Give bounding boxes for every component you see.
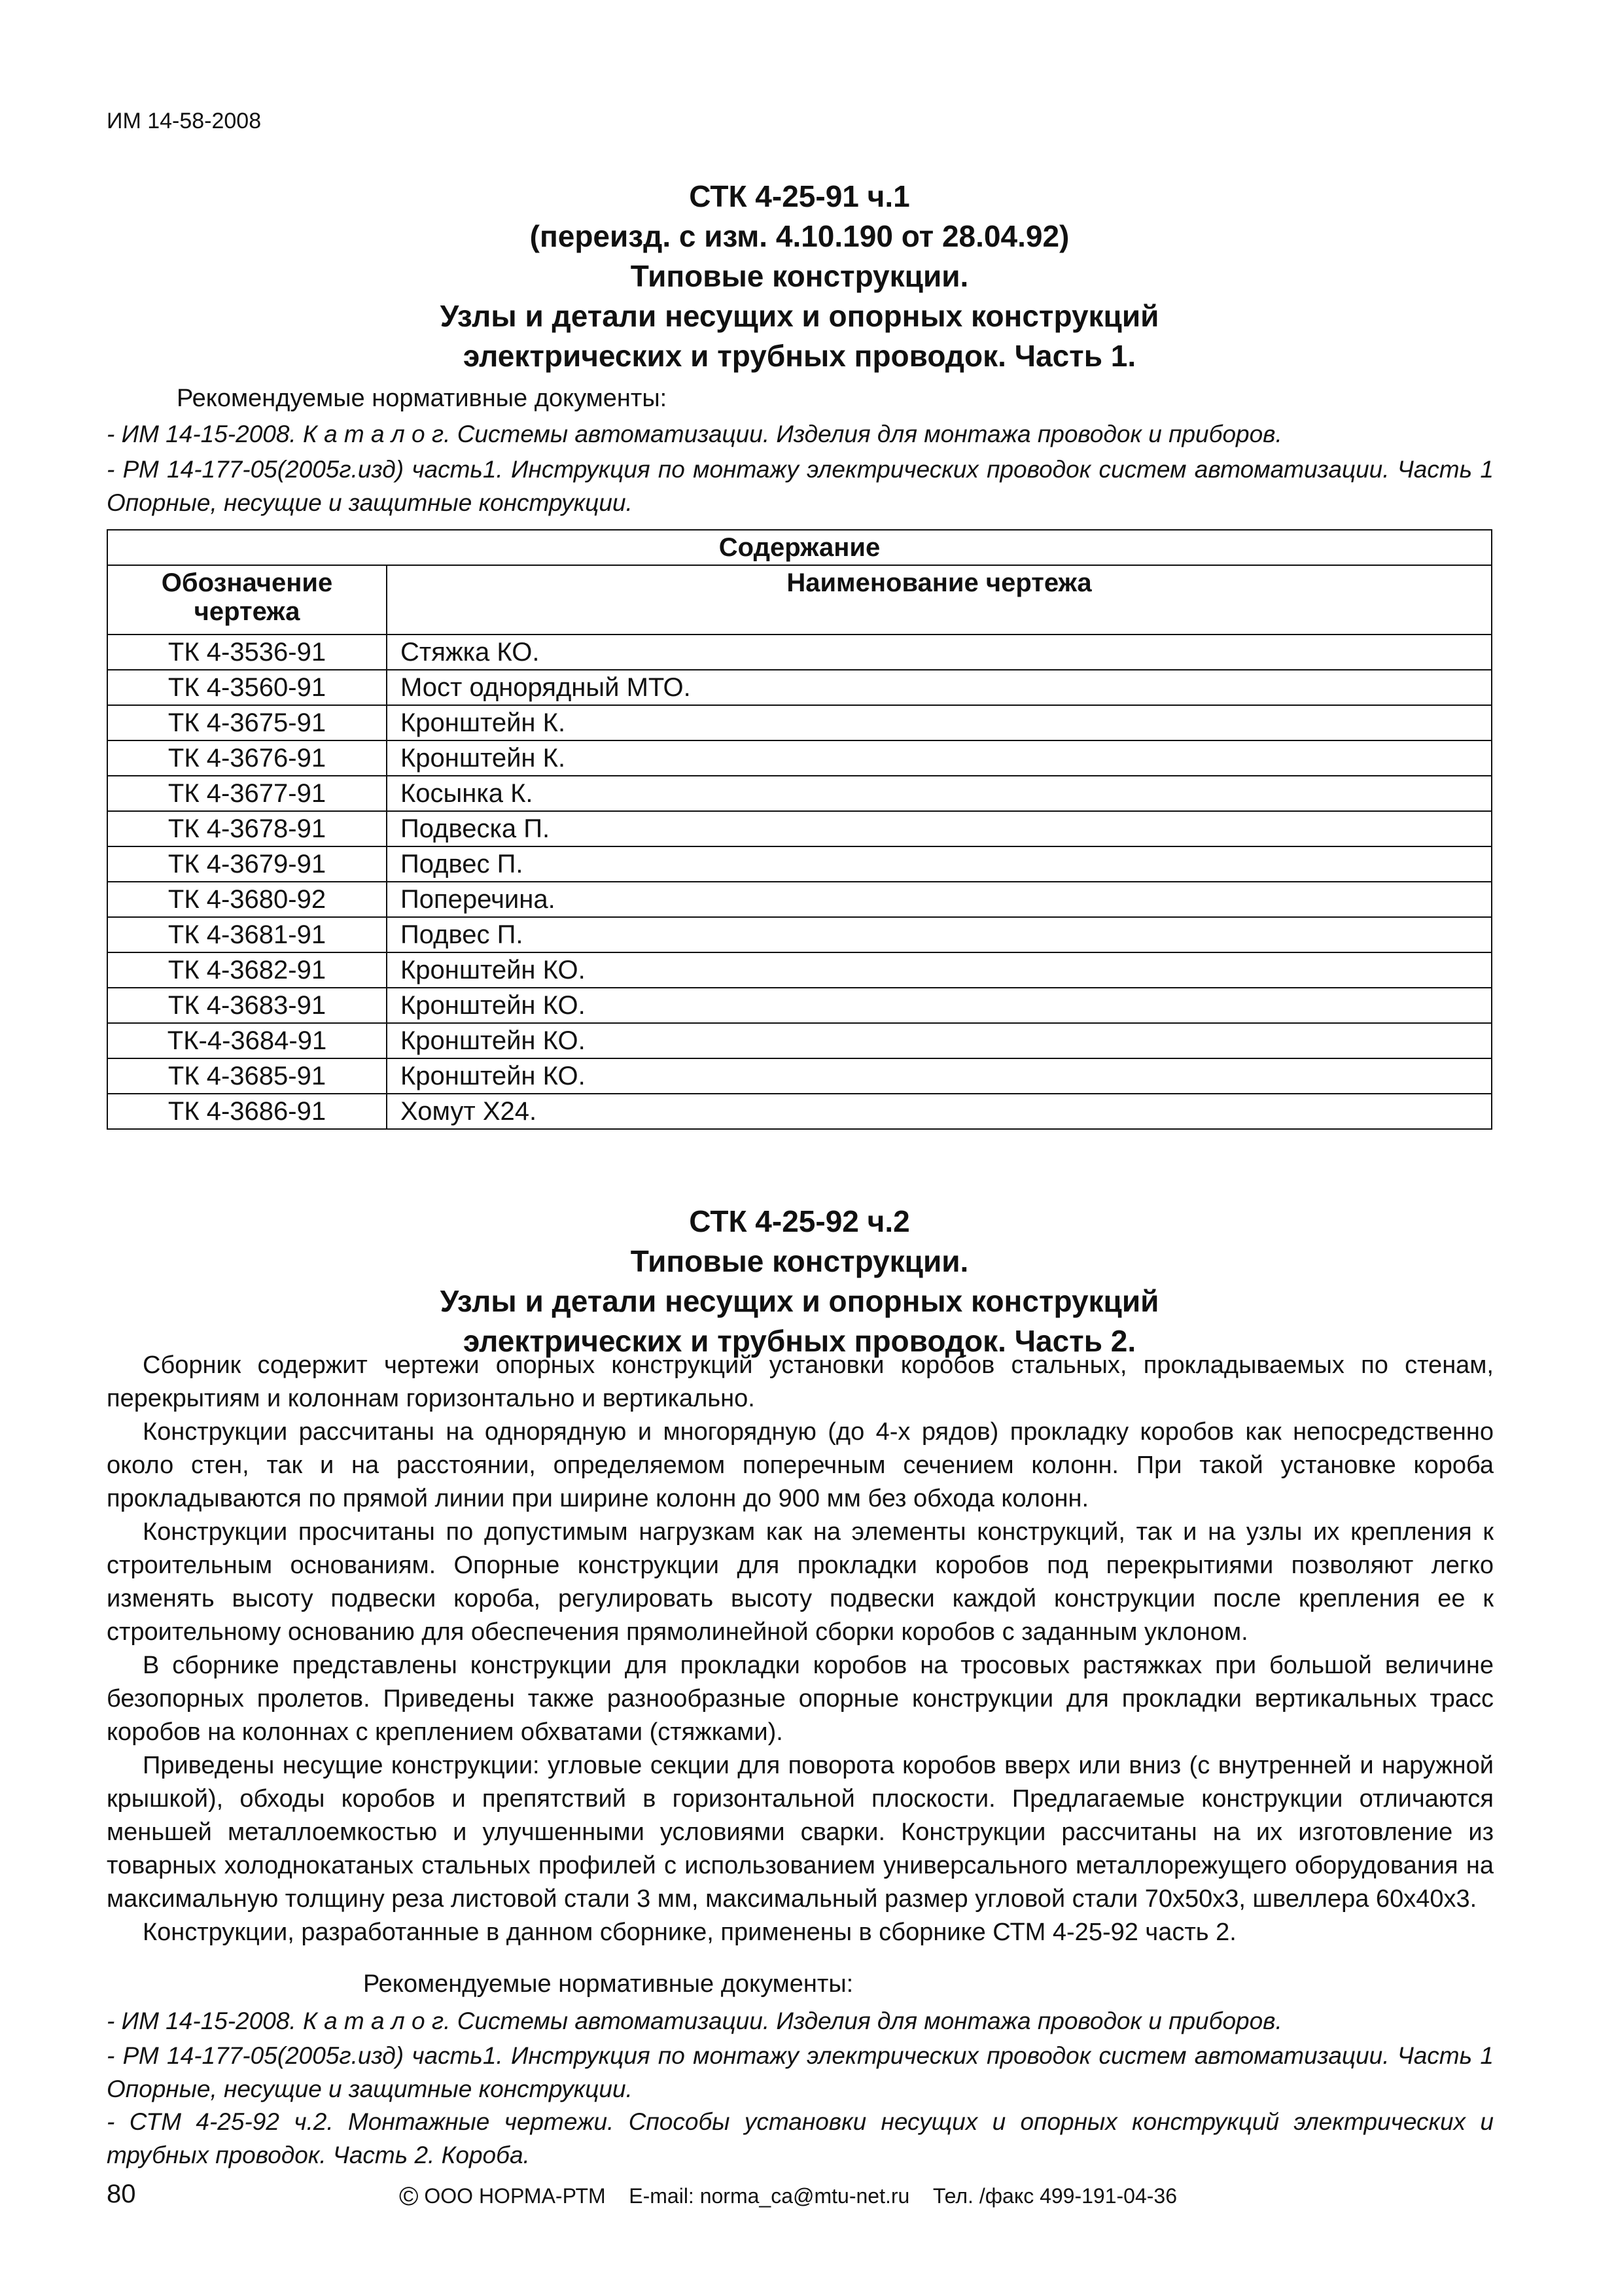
table-row	[107, 635, 1492, 670]
drawing-name: Кронштейн К.	[387, 705, 1492, 740]
drawing-code: ТК 4-3682-91	[107, 952, 387, 988]
body-paragraph: Конструкции просчитаны по допустимым нагрузкам как на элементы конструкций, так и на узлы их крепления к строительным основаниям. Опорные конструкции для прокладки коробов под перекрытиями позволяют легко изменять высоту подвески короба, регулировать высоту подвески каждой конструкции после крепления ее к строительному основанию для обеспечения прямолинейной сборки коробов с заданным уклоном.	[107, 1518, 1494, 1646]
footer-email: E-mail: norma_ca@mtu-net.ru	[629, 2184, 910, 2208]
drawing-code: ТК 4-3685-91	[107, 1058, 387, 1094]
drawing-name: Подвес П.	[387, 846, 1492, 882]
table-row	[107, 1058, 1492, 1094]
section2-reference: - СТМ 4-25-92 ч.2. Монтажные чертежи. Способы установки несущих и опорных конструкций электрических и трубных проводок. Часть 2. Короба.	[107, 2108, 1494, 2168]
page-number: 80	[107, 2180, 136, 2208]
table-row	[107, 705, 1492, 740]
table-row	[107, 670, 1492, 705]
drawing-code: ТК 4-3681-91	[107, 917, 387, 952]
section1-title-line: электрических и трубных проводок. Часть 1.	[463, 339, 1136, 373]
document-code: ИМ 14-58-2008	[107, 109, 262, 133]
table-row	[107, 1094, 1492, 1129]
footer-phone: Тел. /факс 499-191-04-36	[932, 2184, 1178, 2208]
drawing-name: Кронштейн КО.	[387, 1058, 1492, 1094]
drawing-name: Кронштейн КО.	[387, 1023, 1492, 1058]
drawing-name: Кронштейн КО.	[387, 988, 1492, 1023]
drawing-code: ТК 4-3678-91	[107, 811, 387, 846]
section2-title-line: электрических и трубных проводок. Часть 2.	[463, 1324, 1136, 1358]
table-row	[107, 882, 1492, 917]
table-row	[107, 917, 1492, 952]
body-paragraph: Приведены несущие конструкции: угловые секции для поворота коробов вверх или вниз (с внутренней и наружной крышкой), обходы коробов и препятствий в горизонтальной плоскости. Предлагаемые конструкции отличаются меньшей металлоемкостью и улучшенными условиями сварки. Конструкции рассчитаны на их изготовление из товарных холоднокатаных стальных профилей с использованием универсального металлорежущего оборудования на максимальную толщину реза листовой стали 3 мм, максимальный размер угловой стали 70х50х3, швеллера 60х40х3.	[107, 1752, 1494, 1913]
section2-title-line: СТК 4-25-92 ч.2	[689, 1204, 910, 1238]
section2-title	[0, 1202, 1599, 1361]
footer-company: ООО НОРМА-РТМ	[424, 2184, 606, 2208]
drawing-code: ТК 4-3675-91	[107, 705, 387, 740]
section1-title-line: СТК 4-25-91 ч.1	[689, 179, 910, 213]
table-row	[107, 811, 1492, 846]
table-row	[107, 776, 1492, 811]
drawing-code: ТК 4-3676-91	[107, 740, 387, 776]
table-row	[107, 1023, 1492, 1058]
drawing-code: ТК 4-3536-91	[107, 635, 387, 670]
table-row	[107, 952, 1492, 988]
table-caption: Содержание	[107, 530, 1492, 565]
drawing-name: Подвес П.	[387, 917, 1492, 952]
footer-contacts	[399, 2182, 1177, 2212]
drawing-code: ТК 4-3683-91	[107, 988, 387, 1023]
section2-reference: - ИМ 14-15-2008. К а т а л о г. Системы автоматизации. Изделия для монтажа проводок и приборов.	[107, 2008, 1282, 2034]
section1-reference: - РМ 14-177-05(2005г.изд) часть1. Инструкция по монтажу электрических проводок систем автоматизации. Часть 1 Опорные, несущие и защитные конструкции.	[107, 456, 1494, 516]
section1-title	[0, 177, 1599, 376]
drawing-name: Косынка К.	[387, 776, 1492, 811]
section1-title-line: Типовые конструкции.	[630, 259, 969, 293]
section2-recommended-title: Рекомендуемые нормативные документы:	[363, 1970, 854, 1998]
drawing-code: ТК 4-3677-91	[107, 776, 387, 811]
table-row	[107, 740, 1492, 776]
column-header-name: Наименование чертежа	[387, 565, 1492, 635]
drawing-name: Стяжка КО.	[387, 635, 1492, 670]
drawing-name: Поперечина.	[387, 882, 1492, 917]
section2-title-line: Типовые конструкции.	[630, 1244, 969, 1278]
drawing-code: ТК 4-3560-91	[107, 670, 387, 705]
section2-title-line: Узлы и детали несущих и опорных конструкций	[440, 1284, 1159, 1318]
body-paragraph: Конструкции, разработанные в данном сборнике, применены в сборнике СТМ 4-25-92 часть 2.	[143, 1919, 1237, 1946]
drawing-name: Подвеска П.	[387, 811, 1492, 846]
section1-reference: - ИМ 14-15-2008. К а т а л о г. Системы автоматизации. Изделия для монтажа проводок и приборов.	[107, 421, 1282, 447]
table-row	[107, 846, 1492, 882]
section2-reference: - РМ 14-177-05(2005г.изд) часть1. Инструкция по монтажу электрических проводок систем автоматизации. Часть 1 Опорные, несущие и защитные конструкции.	[107, 2042, 1494, 2102]
body-paragraph: Конструкции рассчитаны на однорядную и многорядную (до 4-х рядов) прокладку коробов как непосредственно около стен, так и на расстоянии, определяемом поперечным сечением колонн. При такой установке короба прокладываются по прямой линии при ширине колонн до 900 мм без обхода колонн.	[107, 1418, 1494, 1512]
section1-title-line: (переизд. с изм. 4.10.190 от 28.04.92)	[529, 219, 1070, 253]
drawing-code: ТК-4-3684-91	[107, 1023, 387, 1058]
section2-body	[107, 1349, 1494, 1949]
contents-table	[107, 529, 1492, 1130]
body-paragraph: Сборник содержит чертежи опорных конструкций установки коробов стальных, прокладываемых по стенам, перекрытиям и колоннам горизонтально и вертикально.	[107, 1351, 1494, 1412]
drawing-name: Мост однорядный МТО.	[387, 670, 1492, 705]
copyright-icon: ©	[399, 2182, 419, 2211]
table-row	[107, 988, 1492, 1023]
section1-recommended-title: Рекомендуемые нормативные документы:	[177, 385, 667, 412]
drawing-name: Хомут Х24.	[387, 1094, 1492, 1129]
drawing-code: ТК 4-3680-92	[107, 882, 387, 917]
column-header-code: Обозначение чертежа	[107, 565, 387, 635]
drawing-name: Кронштейн К.	[387, 740, 1492, 776]
section1-title-line: Узлы и детали несущих и опорных конструкций	[440, 299, 1159, 333]
drawing-code: ТК 4-3679-91	[107, 846, 387, 882]
body-paragraph: В сборнике представлены конструкции для прокладки коробов на тросовых растяжках при большой величине безопорных пролетов. Приведены также разнообразные опорные конструкции для прокладки вертикальных трасс коробов на колоннах с креплением обхватами (стяжками).	[107, 1652, 1494, 1746]
drawing-code: ТК 4-3686-91	[107, 1094, 387, 1129]
drawing-name: Кронштейн КО.	[387, 952, 1492, 988]
